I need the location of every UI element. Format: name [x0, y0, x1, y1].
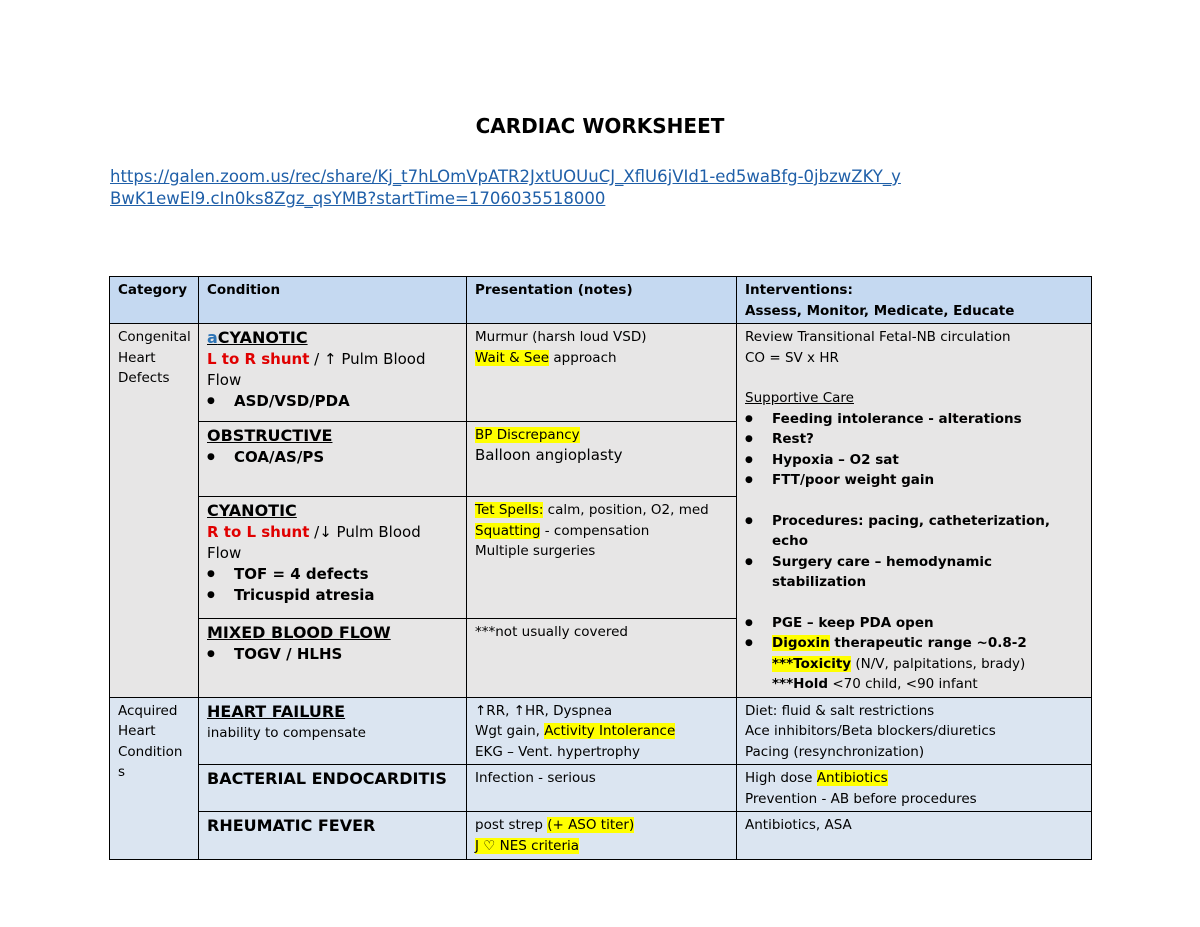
table-row-acyanotic	[110, 324, 1092, 422]
list-item: ● FTT/poor weight gain	[745, 470, 1084, 491]
obstructive-pres-1-highlight: BP Discrepancy	[475, 426, 580, 443]
header-condition: Condition	[199, 277, 467, 324]
cyanotic-flow: /↓ Pulm Blood Flow	[207, 523, 421, 563]
list-item: ● Rest?	[745, 429, 1084, 450]
interventions-congenital	[737, 324, 1092, 698]
acyanotic-pres-1: Murmur (harsh loud VSD)	[475, 329, 647, 345]
cyanotic-pres-3: Multiple surgeries	[475, 543, 596, 560]
table-header-row	[110, 277, 1092, 324]
obstructive-pres-2: Balloon angioplasty	[475, 446, 623, 465]
condition-mixed	[199, 618, 467, 697]
list-item: ● Procedures: pacing, catheterization, echo	[745, 511, 1084, 552]
rheumatic-title: RHEUMATIC FEVER	[207, 816, 376, 835]
table-row-endocarditis	[110, 765, 1092, 812]
header-presentation: Presentation (notes)	[467, 277, 737, 324]
interventions-endocarditis: High dose Antibiotics Prevention - AB before procedures	[737, 765, 1092, 812]
acyanotic-pres-2-highlight: Wait & See	[475, 349, 550, 366]
category-acquired: Acquired Heart Condition s	[110, 697, 199, 860]
list-item: ● Tricuspid atresia	[207, 585, 459, 606]
presentation-obstructive	[467, 421, 737, 496]
mixed-title: MIXED BLOOD FLOW	[207, 622, 391, 642]
condition-rheumatic	[199, 812, 467, 860]
header-interventions-line1: Interventions:	[745, 282, 853, 298]
acyanotic-title: CYANOTIC	[217, 328, 308, 347]
presentation-cyanotic: Tet Spells: calm, position, O2, med Squatting - compensation Multiple surgeries	[467, 497, 737, 619]
header-interventions-line2: Assess, Monitor, Medicate, Educate	[745, 302, 1015, 319]
list-item: ● ASD/VSD/PDA	[207, 391, 459, 412]
condition-endocarditis	[199, 765, 467, 812]
list-item: ● Feeding intolerance - alterations	[745, 409, 1084, 430]
interventions-heart-failure: Diet: fluid & salt restrictions Ace inhibitors/Beta blockers/diuretics Pacing (resynchronization)	[737, 697, 1092, 765]
acyanotic-prefix: a	[207, 328, 218, 347]
page-title: CARDIAC WORKSHEET	[475, 114, 725, 138]
list-item: ● Surgery care – hemodynamic stabilization	[745, 552, 1084, 593]
int-line-2: CO = SV x HR	[745, 349, 839, 366]
acyanotic-pres-2: approach	[549, 349, 617, 366]
cyanotic-pres-1-highlight: Tet Spells:	[475, 502, 544, 519]
hold-line: ***Hold <70 child, <90 infant	[772, 676, 978, 692]
cyanotic-shunt: R to L shunt	[207, 523, 310, 542]
endocarditis-title: BACTERIAL ENDOCARDITIS	[207, 769, 447, 788]
obstructive-title: OBSTRUCTIVE	[207, 425, 333, 445]
cyanotic-title: CYANOTIC	[207, 501, 297, 521]
presentation-rheumatic: post strep (+ ASO titer) J ♡ NES criteria	[467, 812, 737, 860]
presentation-acyanotic	[467, 324, 737, 422]
acyanotic-flow: / ↑ Pulm Blood Flow	[207, 350, 426, 389]
list-item: ● TOGV / HLHS	[207, 644, 459, 665]
list-item: ● COA/AS/PS	[207, 447, 459, 468]
heart-failure-subtitle: inability to compensate	[207, 724, 366, 741]
table-row-rheumatic	[110, 812, 1092, 860]
presentation-endocarditis: Infection - serious	[467, 765, 737, 812]
presentation-mixed: ***not usually covered	[467, 618, 737, 697]
recording-link[interactable]: https://galen.zoom.us/rec/share/Kj_t7hLOmVpATR2JxtUOUuCJ_XflU6jVId1-ed5waBfg-0jbzwZKY_yBwK1ewEl9.cIn0ks8Zgz_qsYMB?startTime=1706035518000	[110, 167, 901, 208]
condition-obstructive	[199, 421, 467, 496]
cardiac-table	[109, 276, 1092, 860]
acyanotic-shunt: L to R shunt	[207, 350, 310, 368]
condition-heart-failure	[199, 697, 467, 765]
list-item: ● PGE – keep PDA open	[745, 613, 1084, 634]
header-interventions	[737, 277, 1092, 324]
list-item: ● Digoxin therapeutic range ~0.8-2	[745, 633, 1084, 654]
supportive-care-heading: Supportive Care	[745, 390, 854, 406]
cyanotic-pres-2-highlight: Squatting	[475, 522, 541, 539]
list-item: ● TOF = 4 defects	[207, 564, 459, 585]
heart-failure-title: HEART FAILURE	[207, 701, 346, 721]
category-congenital: Congenital Heart Defects	[110, 324, 199, 698]
header-category: Category	[110, 277, 199, 324]
condition-cyanotic	[199, 497, 467, 619]
toxicity-line: ***Toxicity (N/V, palpitations, brady)	[772, 655, 1026, 672]
list-item: ● Hypoxia – O2 sat	[745, 450, 1084, 471]
presentation-heart-failure: ↑RR, ↑HR, Dyspnea Wgt gain, Activity Intolerance EKG – Vent. hypertrophy	[467, 697, 737, 765]
table-row-heart-failure	[110, 697, 1092, 765]
interventions-rheumatic: Antibiotics, ASA	[737, 812, 1092, 860]
int-line-1: Review Transitional Fetal-NB circulation	[745, 329, 1011, 345]
condition-acyanotic	[199, 324, 467, 422]
